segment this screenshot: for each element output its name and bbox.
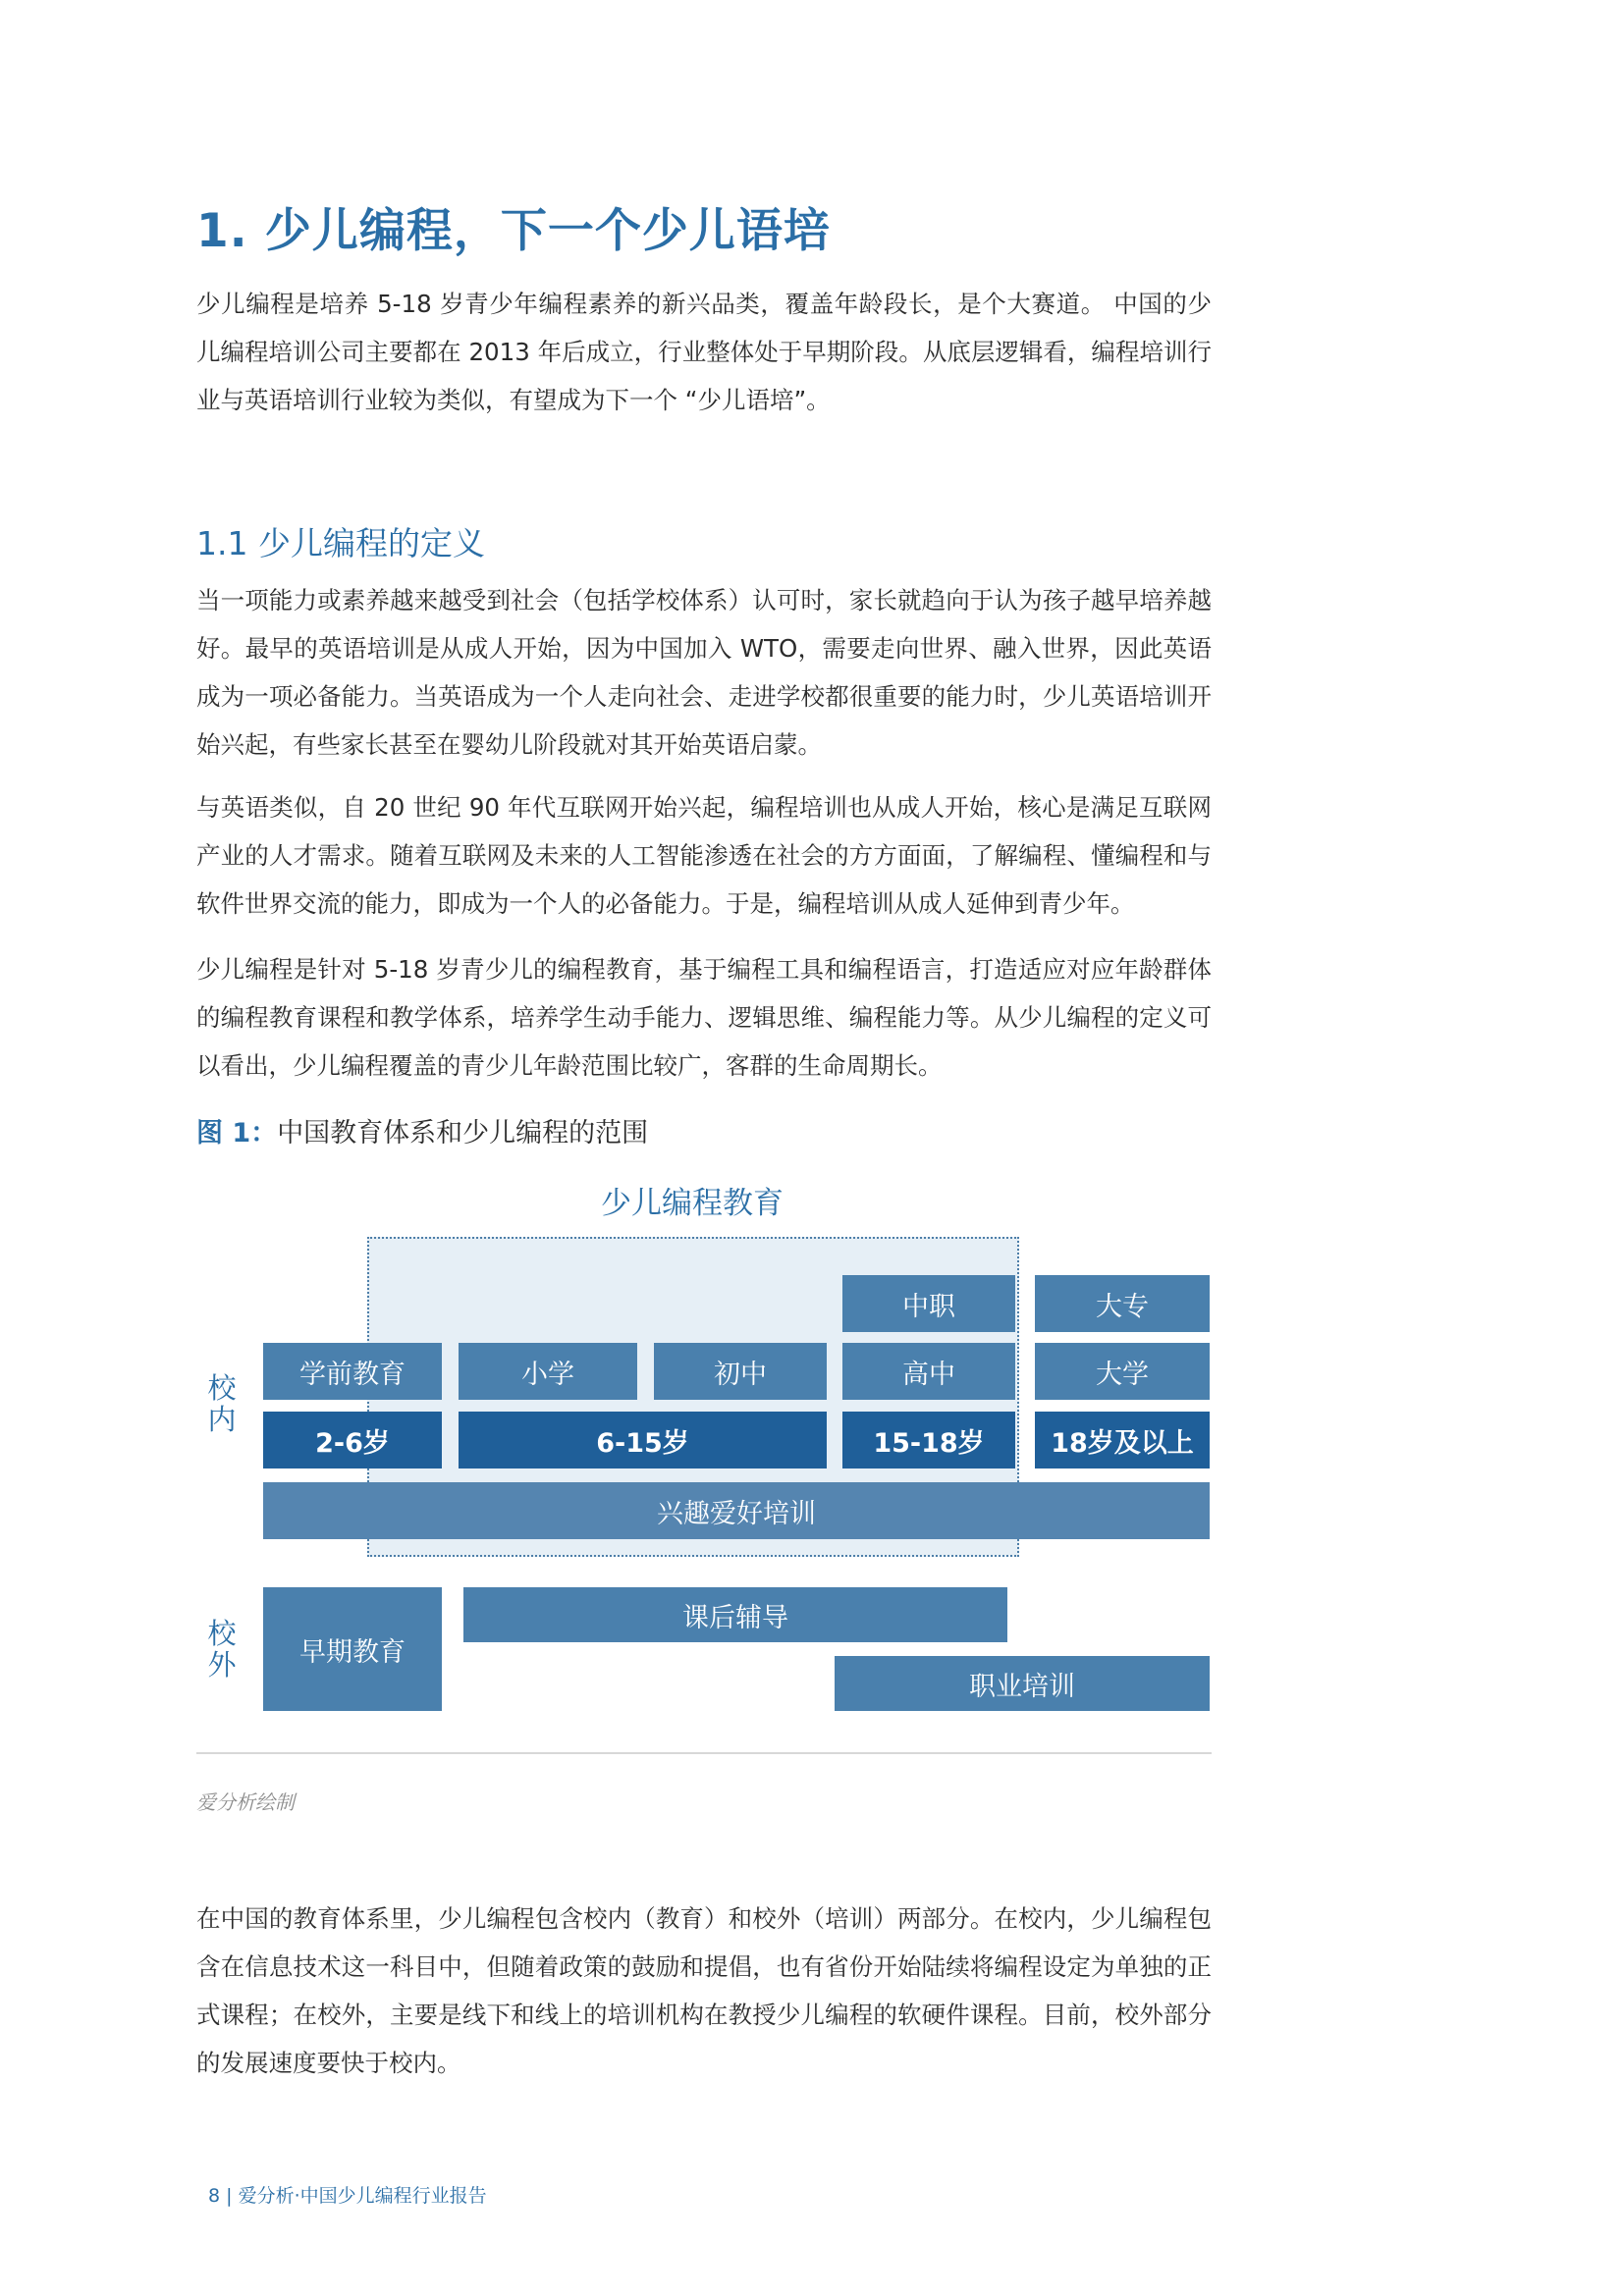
intro-paragraph: 少儿编程是培养 5-18 岁青少年编程素养的新兴品类，覆盖年龄段长，是个大赛道。 中国的少儿编程培训公司主要都在 2013 年后成立，行业整体处于早期阶段。从底层逻辑看，编程培训行业与英语培训行业较为类似，有望成为下一个 “少儿语培”。	[196, 290, 1212, 414]
section-heading: 1. 少儿编程，下一个少儿语培	[196, 204, 831, 258]
early-education: 早期教育	[263, 1587, 442, 1711]
figure-caption-number: 图 1：	[196, 1118, 278, 1148]
page-footer: 8 | 爱分析·中国少儿编程行业报告	[208, 2185, 487, 2207]
paragraph-1: 当一项能力或素养越来越受到社会（包括学校体系）认可时，家长就趋向于认为孩子越早培养越好。最早的英语培训是从成人开始，因为中国加入 WTO，需要走向世界、融入世界，因此英语成为一项必备能力。当英语成为一个人走向社会、走进学校都很重要的能力时，少儿英语培训开始兴起，有些家长甚至在婴幼儿阶段就对其开始英语启蒙。	[196, 586, 1212, 759]
figure-divider	[196, 1752, 1212, 1754]
label-in-school: 校内	[207, 1371, 237, 1436]
age-6-15: 6-15岁	[459, 1412, 827, 1468]
figure-caption	[196, 1111, 648, 1149]
age-2-6: 2-6岁	[263, 1412, 442, 1468]
figure-source: 爱分析绘制	[196, 1790, 295, 1814]
subsection-heading: 1.1 少儿编程的定义	[196, 524, 485, 562]
stage-middle: 初中	[654, 1343, 827, 1400]
stage-vocational-mid: 中职	[842, 1275, 1015, 1332]
stage-university: 大学	[1035, 1343, 1210, 1400]
paragraph-3: 少儿编程是针对 5-18 岁青少儿的编程教育，基于编程工具和编程语言，打造适应对应年龄群体的编程教育课程和教学体系，培养学生动手能力、逻辑思维、编程能力等。从少儿编程的定义可以看出，少儿编程覆盖的青少儿年龄范围比较广，客群的生命周期长。	[196, 955, 1212, 1080]
stage-high: 高中	[842, 1343, 1015, 1400]
interest-training: 兴趣爱好培训	[263, 1482, 1210, 1539]
label-out-school: 校外	[207, 1617, 237, 1682]
after-school-tutoring: 课后辅导	[463, 1587, 1007, 1642]
age-18-plus: 18岁及以上	[1035, 1412, 1210, 1468]
age-15-18: 15-18岁	[842, 1412, 1015, 1468]
stage-primary: 小学	[459, 1343, 637, 1400]
paragraph-2: 与英语类似，自 20 世纪 90 年代互联网开始兴起，编程培训也从成人开始，核心是满足互联网产业的人才需求。随着互联网及未来的人工智能渗透在社会的方方面面，了解编程、懂编程和与软件世界交流的能力，即成为一个人的必备能力。于是，编程培训从成人延伸到青少年。	[196, 793, 1212, 918]
stage-preschool: 学前教育	[263, 1343, 442, 1400]
closing-paragraph: 在中国的教育体系里，少儿编程包含校内（教育）和校外（培训）两部分。在校内，少儿编程包含在信息技术这一科目中，但随着政策的鼓励和提倡，也有省份开始陆续将编程设定为单独的正式课程；在校外，主要是线下和线上的培训机构在教授少儿编程的软硬件课程。目前，校外部分的发展速度要快于校内。	[196, 1904, 1212, 2077]
stage-college: 大专	[1035, 1275, 1210, 1332]
figure-caption-text: 中国教育体系和少儿编程的范围	[277, 1118, 649, 1148]
diagram-title: 少儿编程教育	[601, 1186, 784, 1221]
vocational-training: 职业培训	[835, 1656, 1210, 1711]
